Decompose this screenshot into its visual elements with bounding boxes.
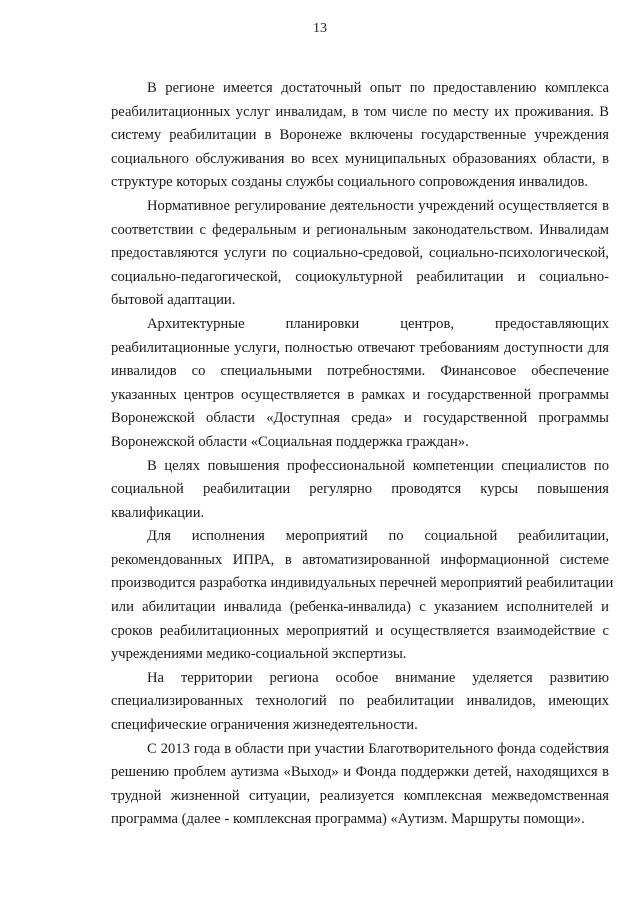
body-text bbox=[111, 77, 614, 832]
text-line: Архитектурные планировки центров, предоставляющих bbox=[147, 315, 609, 332]
text-line: рекомендованных ИПРА, в автоматизированной информационной системе bbox=[111, 551, 609, 568]
paragraph-architecture bbox=[111, 313, 609, 455]
text-line: социально-педагогической, социокультурной реабилитации и социально- bbox=[111, 268, 609, 285]
text-line: соответствии с федеральным и региональным законодательством. Инвалидам bbox=[111, 221, 609, 238]
text-line: указанных центров осуществляется в рамках и государственной программы bbox=[111, 386, 609, 403]
text-line: или абилитации инвалида (ребенка-инвалида) с указанием исполнителей и bbox=[111, 599, 609, 616]
text-line: трудной жизненной ситуации, реализуется комплексная межведомственная bbox=[111, 787, 609, 804]
paragraph-specialized-technologies bbox=[111, 667, 609, 738]
text-line: производится разработка индивидуальных перечней мероприятий реабилитации bbox=[111, 575, 614, 592]
text-line: Воронежской области «Доступная среда» и государственной программы bbox=[111, 410, 609, 427]
text-line: С 2013 года в области при участии Благотворительного фонда содействия bbox=[147, 740, 609, 757]
text-line: В целях повышения профессиональной компетенции специалистов по bbox=[147, 457, 609, 474]
text-line: квалификации. bbox=[111, 504, 205, 521]
text-line: На территории региона особое внимание уделяется развитию bbox=[147, 669, 609, 686]
text-line: предоставляются услуги по социально-средовой, социально-психологической, bbox=[111, 245, 609, 262]
text-line: систему реабилитации в Воронеже включены государственные учреждения bbox=[111, 127, 609, 144]
text-line: бытовой адаптации. bbox=[111, 292, 236, 309]
text-line: учреждениями медико-социальной экспертизы. bbox=[111, 646, 407, 663]
text-line: В регионе имеется достаточный опыт по предоставлению комплекса bbox=[147, 80, 609, 96]
text-line: сроков реабилитационных мероприятий и осуществляется взаимодействие с bbox=[111, 622, 609, 639]
text-line: Воронежской области «Социальная поддержка граждан». bbox=[111, 433, 469, 450]
paragraph-regulation bbox=[111, 195, 609, 313]
paragraph-regional-experience bbox=[111, 77, 609, 195]
text-line: Нормативное регулирование деятельности учреждений осуществляется в bbox=[147, 197, 609, 214]
text-line: решению проблем аутизма «Выход» и Фонда поддержки детей, находящихся в bbox=[111, 764, 609, 781]
text-line: социального обслуживания во всех муниципальных образованиях области, в bbox=[111, 150, 609, 167]
paragraph-autism-program bbox=[111, 738, 609, 832]
text-line: структуре которых созданы службы социального сопровождения инвалидов. bbox=[111, 174, 589, 191]
text-line: Для исполнения мероприятий по социальной реабилитации, bbox=[147, 528, 609, 545]
text-line: специфические ограничения жизнедеятельности. bbox=[111, 717, 418, 734]
page-number: 13 bbox=[313, 21, 327, 36]
paragraph-ipra bbox=[111, 525, 614, 667]
text-line: реабилитационных услуг инвалидам, в том числе по месту их проживания. В bbox=[111, 103, 609, 120]
text-line: социальной реабилитации регулярно проводятся курсы повышения bbox=[111, 481, 609, 498]
text-line: реабилитационные услуги, полностью отвечают требованиям доступности для bbox=[111, 339, 609, 356]
text-line: инвалидов со специальными потребностями. Финансовое обеспечение bbox=[111, 363, 609, 380]
paragraph-qualification bbox=[111, 455, 609, 526]
text-line: специализированных технологий по реабилитации инвалидов, имеющих bbox=[111, 693, 609, 710]
text-line: программа (далее - комплексная программа) «Аутизм. Маршруты помощи». bbox=[111, 811, 585, 828]
